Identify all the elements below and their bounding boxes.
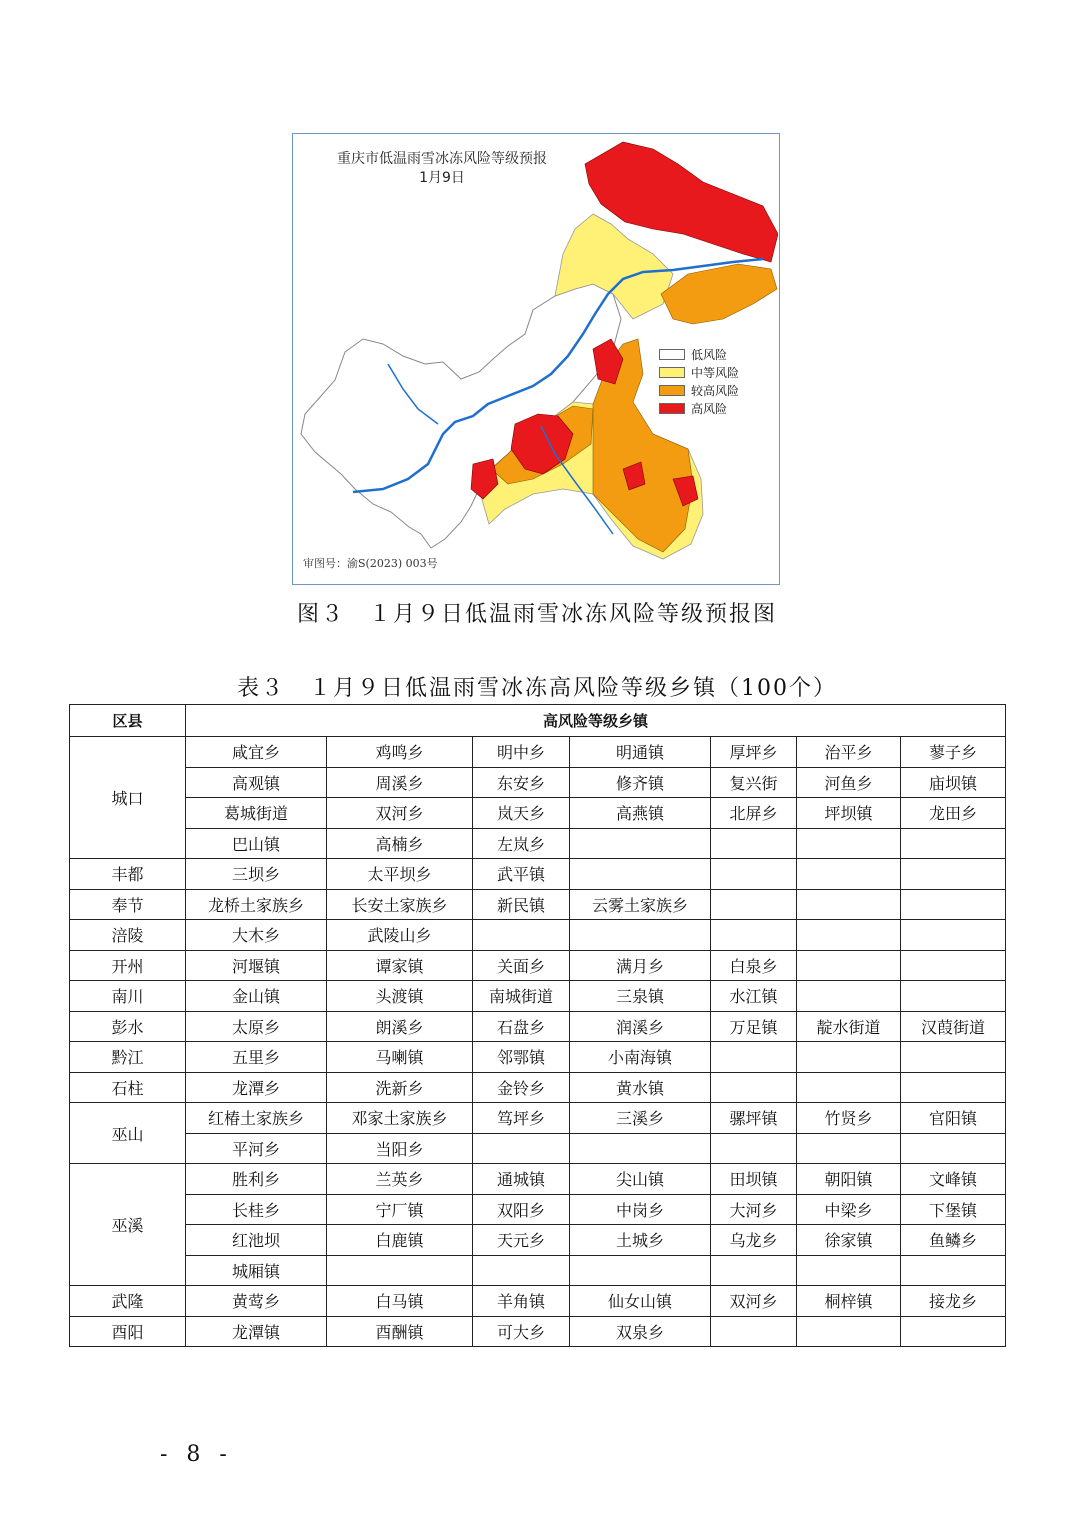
higher-risk-region-east bbox=[661, 264, 777, 324]
town-cell bbox=[901, 828, 1006, 859]
town-cell: 白鹿镇 bbox=[327, 1225, 473, 1256]
town-cell: 红池坝 bbox=[186, 1225, 327, 1256]
legend-item bbox=[659, 381, 739, 399]
town-cell: 太原乡 bbox=[186, 1011, 327, 1042]
town-cell: 洗新乡 bbox=[327, 1072, 473, 1103]
town-cell: 高楠乡 bbox=[327, 828, 473, 859]
town-cell bbox=[797, 1133, 901, 1164]
district-cell: 丰都 bbox=[70, 859, 186, 890]
town-cell: 龙桥土家族乡 bbox=[186, 889, 327, 920]
town-cell bbox=[901, 1042, 1006, 1073]
town-cell: 高观镇 bbox=[186, 767, 327, 798]
table-row bbox=[70, 767, 1006, 798]
town-cell: 邓家土家族乡 bbox=[327, 1103, 473, 1134]
map-approval-number: 审图号：渝S(2023) 003号 bbox=[303, 557, 438, 570]
town-cell: 官阳镇 bbox=[901, 1103, 1006, 1134]
town-cell bbox=[711, 1133, 797, 1164]
legend-label: 中等风险 bbox=[691, 365, 740, 380]
town-cell: 天元乡 bbox=[473, 1225, 570, 1256]
town-cell bbox=[711, 828, 797, 859]
town-cell: 仙女山镇 bbox=[570, 1286, 711, 1317]
table-row bbox=[70, 920, 1006, 951]
town-cell: 中岗乡 bbox=[570, 1194, 711, 1225]
legend-swatch bbox=[659, 367, 685, 378]
district-cell: 奉节 bbox=[70, 889, 186, 920]
page-number: - 8 - bbox=[160, 1442, 233, 1467]
town-cell bbox=[901, 1255, 1006, 1286]
town-cell: 周溪乡 bbox=[327, 767, 473, 798]
district-cell: 巫山 bbox=[70, 1103, 186, 1164]
town-cell bbox=[797, 828, 901, 859]
town-cell: 满月乡 bbox=[570, 950, 711, 981]
town-cell: 朗溪乡 bbox=[327, 1011, 473, 1042]
town-cell: 通城镇 bbox=[473, 1164, 570, 1195]
town-cell: 胜利乡 bbox=[186, 1164, 327, 1195]
town-cell bbox=[797, 950, 901, 981]
district-cell: 彭水 bbox=[70, 1011, 186, 1042]
town-cell: 平河乡 bbox=[186, 1133, 327, 1164]
town-cell: 云雾土家族乡 bbox=[570, 889, 711, 920]
town-cell bbox=[901, 889, 1006, 920]
town-cell: 头渡镇 bbox=[327, 981, 473, 1012]
town-cell: 白泉乡 bbox=[711, 950, 797, 981]
table-row bbox=[70, 1011, 1006, 1042]
town-cell: 咸宜乡 bbox=[186, 737, 327, 768]
table-row bbox=[70, 1042, 1006, 1073]
town-cell: 龙潭乡 bbox=[186, 1072, 327, 1103]
town-cell: 可大乡 bbox=[473, 1316, 570, 1347]
legend-swatch bbox=[659, 385, 685, 396]
town-cell bbox=[901, 920, 1006, 951]
legend-label: 低风险 bbox=[691, 347, 728, 362]
high-risk-towns-table bbox=[69, 704, 1006, 1347]
town-cell: 水江镇 bbox=[711, 981, 797, 1012]
town-cell: 五里乡 bbox=[186, 1042, 327, 1073]
table-body bbox=[70, 737, 1006, 1347]
town-cell bbox=[797, 1072, 901, 1103]
town-cell: 河堰镇 bbox=[186, 950, 327, 981]
town-cell bbox=[570, 1133, 711, 1164]
town-cell bbox=[570, 828, 711, 859]
town-cell: 汉葭街道 bbox=[901, 1011, 1006, 1042]
town-cell: 小南海镇 bbox=[570, 1042, 711, 1073]
town-cell: 兰英乡 bbox=[327, 1164, 473, 1195]
table-row bbox=[70, 1316, 1006, 1347]
table-row bbox=[70, 981, 1006, 1012]
town-cell bbox=[797, 920, 901, 951]
table-row bbox=[70, 950, 1006, 981]
town-cell: 乌龙乡 bbox=[711, 1225, 797, 1256]
town-cell: 城厢镇 bbox=[186, 1255, 327, 1286]
town-cell bbox=[711, 859, 797, 890]
town-cell: 修齐镇 bbox=[570, 767, 711, 798]
town-cell: 太平坝乡 bbox=[327, 859, 473, 890]
legend-swatch bbox=[659, 349, 685, 360]
legend-item bbox=[659, 399, 739, 417]
town-cell: 复兴街 bbox=[711, 767, 797, 798]
town-cell: 桐梓镇 bbox=[797, 1286, 901, 1317]
town-cell bbox=[797, 1042, 901, 1073]
town-cell: 新民镇 bbox=[473, 889, 570, 920]
town-cell: 双河乡 bbox=[327, 798, 473, 829]
town-cell: 蓼子乡 bbox=[901, 737, 1006, 768]
table-row bbox=[70, 1072, 1006, 1103]
town-cell: 接龙乡 bbox=[901, 1286, 1006, 1317]
town-cell: 龙潭镇 bbox=[186, 1316, 327, 1347]
town-cell: 尖山镇 bbox=[570, 1164, 711, 1195]
map-title-line2: 1月9日 bbox=[419, 170, 465, 186]
town-cell bbox=[901, 1133, 1006, 1164]
district-cell: 南川 bbox=[70, 981, 186, 1012]
town-cell bbox=[797, 1255, 901, 1286]
town-cell bbox=[901, 950, 1006, 981]
town-cell bbox=[797, 981, 901, 1012]
town-cell: 葛城街道 bbox=[186, 798, 327, 829]
table-row bbox=[70, 1164, 1006, 1195]
table-caption: 表３ １月９日低温雨雪冰冻高风险等级乡镇（100个） bbox=[237, 676, 837, 701]
town-cell bbox=[901, 859, 1006, 890]
town-cell: 河鱼乡 bbox=[797, 767, 901, 798]
district-cell: 黔江 bbox=[70, 1042, 186, 1073]
table-row bbox=[70, 1225, 1006, 1256]
town-cell: 三坝乡 bbox=[186, 859, 327, 890]
town-cell: 当阳乡 bbox=[327, 1133, 473, 1164]
town-cell bbox=[570, 859, 711, 890]
town-cell: 长安土家族乡 bbox=[327, 889, 473, 920]
town-cell bbox=[797, 889, 901, 920]
town-cell bbox=[711, 1316, 797, 1347]
town-cell: 大河乡 bbox=[711, 1194, 797, 1225]
district-cell: 武隆 bbox=[70, 1286, 186, 1317]
town-cell bbox=[901, 1316, 1006, 1347]
town-cell: 巴山镇 bbox=[186, 828, 327, 859]
map-title-line1: 重庆市低温雨雪冰冻风险等级预报 bbox=[337, 151, 547, 167]
town-cell: 东安乡 bbox=[473, 767, 570, 798]
town-cell: 鱼鳞乡 bbox=[901, 1225, 1006, 1256]
table-row bbox=[70, 1286, 1006, 1317]
table-row bbox=[70, 1103, 1006, 1134]
town-cell: 大木乡 bbox=[186, 920, 327, 951]
town-cell: 马喇镇 bbox=[327, 1042, 473, 1073]
town-cell: 石盘乡 bbox=[473, 1011, 570, 1042]
town-cell: 万足镇 bbox=[711, 1011, 797, 1042]
town-cell: 文峰镇 bbox=[901, 1164, 1006, 1195]
town-cell: 坪坝镇 bbox=[797, 798, 901, 829]
town-cell: 双泉乡 bbox=[570, 1316, 711, 1347]
town-cell: 靛水街道 bbox=[797, 1011, 901, 1042]
town-cell: 土城乡 bbox=[570, 1225, 711, 1256]
town-cell: 双阳乡 bbox=[473, 1194, 570, 1225]
town-cell: 岚天乡 bbox=[473, 798, 570, 829]
header-district: 区县 bbox=[70, 705, 186, 737]
district-cell: 涪陵 bbox=[70, 920, 186, 951]
town-cell: 金铃乡 bbox=[473, 1072, 570, 1103]
town-cell: 田坝镇 bbox=[711, 1164, 797, 1195]
town-cell bbox=[711, 1042, 797, 1073]
table-header-row bbox=[70, 705, 1006, 737]
town-cell bbox=[901, 981, 1006, 1012]
town-cell: 北屏乡 bbox=[711, 798, 797, 829]
town-cell: 白马镇 bbox=[327, 1286, 473, 1317]
town-cell: 羊角镇 bbox=[473, 1286, 570, 1317]
header-towns: 高风险等级乡镇 bbox=[186, 705, 1006, 737]
town-cell bbox=[327, 1255, 473, 1286]
district-cell: 城口 bbox=[70, 737, 186, 859]
town-cell: 鸡鸣乡 bbox=[327, 737, 473, 768]
town-cell: 三溪乡 bbox=[570, 1103, 711, 1134]
town-cell: 高燕镇 bbox=[570, 798, 711, 829]
town-cell bbox=[711, 889, 797, 920]
town-cell: 竹贤乡 bbox=[797, 1103, 901, 1134]
town-cell: 明通镇 bbox=[570, 737, 711, 768]
town-cell: 庙坝镇 bbox=[901, 767, 1006, 798]
table-row bbox=[70, 1133, 1006, 1164]
town-cell: 厚坪乡 bbox=[711, 737, 797, 768]
town-cell: 骡坪镇 bbox=[711, 1103, 797, 1134]
town-cell: 金山镇 bbox=[186, 981, 327, 1012]
figure-caption: 图３ １月９日低温雨雪冰冻风险等级预报图 bbox=[296, 602, 777, 627]
legend-item bbox=[659, 345, 739, 363]
town-cell: 南城街道 bbox=[473, 981, 570, 1012]
town-cell: 明中乡 bbox=[473, 737, 570, 768]
town-cell: 朝阳镇 bbox=[797, 1164, 901, 1195]
district-cell: 石柱 bbox=[70, 1072, 186, 1103]
town-cell bbox=[473, 920, 570, 951]
district-cell: 酉阳 bbox=[70, 1316, 186, 1347]
town-cell bbox=[570, 920, 711, 951]
town-cell: 中梁乡 bbox=[797, 1194, 901, 1225]
legend-swatch bbox=[659, 403, 685, 414]
town-cell: 酉酬镇 bbox=[327, 1316, 473, 1347]
town-cell bbox=[473, 1255, 570, 1286]
town-cell: 武陵山乡 bbox=[327, 920, 473, 951]
map-legend bbox=[659, 345, 739, 417]
town-cell: 笃坪乡 bbox=[473, 1103, 570, 1134]
risk-map-figure bbox=[292, 133, 780, 585]
district-cell: 开州 bbox=[70, 950, 186, 981]
town-cell bbox=[711, 1255, 797, 1286]
town-cell bbox=[797, 1316, 901, 1347]
town-cell bbox=[473, 1133, 570, 1164]
town-cell: 治平乡 bbox=[797, 737, 901, 768]
table-row bbox=[70, 828, 1006, 859]
map-title bbox=[307, 150, 577, 188]
town-cell: 武平镇 bbox=[473, 859, 570, 890]
district-cell: 巫溪 bbox=[70, 1164, 186, 1286]
town-cell bbox=[711, 920, 797, 951]
town-cell: 龙田乡 bbox=[901, 798, 1006, 829]
town-cell: 黄水镇 bbox=[570, 1072, 711, 1103]
table-row bbox=[70, 1194, 1006, 1225]
town-cell: 徐家镇 bbox=[797, 1225, 901, 1256]
table-row bbox=[70, 859, 1006, 890]
town-cell: 谭家镇 bbox=[327, 950, 473, 981]
town-cell: 邻鄂镇 bbox=[473, 1042, 570, 1073]
table-row bbox=[70, 1255, 1006, 1286]
town-cell: 三泉镇 bbox=[570, 981, 711, 1012]
legend-label: 高风险 bbox=[691, 401, 728, 416]
town-cell bbox=[901, 1072, 1006, 1103]
town-cell: 双河乡 bbox=[711, 1286, 797, 1317]
table-row bbox=[70, 798, 1006, 829]
table-row bbox=[70, 737, 1006, 768]
legend-item bbox=[659, 363, 739, 381]
town-cell: 下堡镇 bbox=[901, 1194, 1006, 1225]
legend-label: 较高风险 bbox=[691, 383, 740, 398]
town-cell bbox=[797, 859, 901, 890]
town-cell: 黄莺乡 bbox=[186, 1286, 327, 1317]
town-cell: 左岚乡 bbox=[473, 828, 570, 859]
town-cell bbox=[570, 1255, 711, 1286]
table-row bbox=[70, 889, 1006, 920]
town-cell: 红椿土家族乡 bbox=[186, 1103, 327, 1134]
town-cell: 宁厂镇 bbox=[327, 1194, 473, 1225]
town-cell: 关面乡 bbox=[473, 950, 570, 981]
town-cell: 润溪乡 bbox=[570, 1011, 711, 1042]
town-cell bbox=[711, 1072, 797, 1103]
town-cell: 长桂乡 bbox=[186, 1194, 327, 1225]
